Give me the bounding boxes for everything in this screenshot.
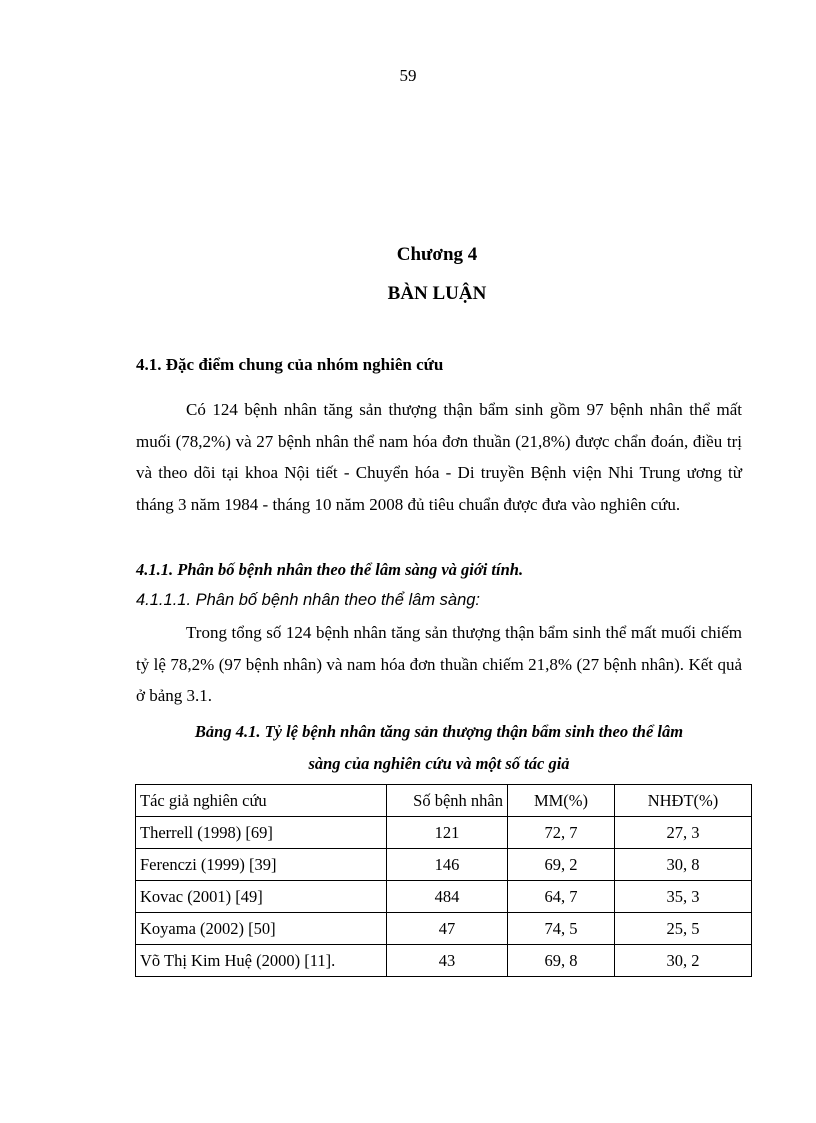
table-row bbox=[136, 913, 752, 945]
table-header-row bbox=[136, 785, 752, 817]
table-cell: 27, 3 bbox=[615, 817, 752, 849]
table-cell: 69, 8 bbox=[508, 945, 615, 977]
table-cell: 146 bbox=[387, 849, 508, 881]
table-cell: 25, 5 bbox=[615, 913, 752, 945]
table-row bbox=[136, 945, 752, 977]
table-header-cell: Tác giả nghiên cứu bbox=[136, 785, 387, 817]
body-paragraph: Trong tổng số 124 bệnh nhân tăng sản thượng thận bẩm sinh thể mất muối chiếm tỷ lệ 78,2% (97 bệnh nhân) và nam hóa đơn thuần chiếm 21,8% (27 bệnh nhân). Kết quả ở bảng 3.1. bbox=[136, 623, 742, 705]
table-cell: 121 bbox=[387, 817, 508, 849]
table-caption: sàng của nghiên cứu và một số tác giả bbox=[308, 754, 570, 773]
table-row bbox=[136, 881, 752, 913]
table-cell: 72, 7 bbox=[508, 817, 615, 849]
chapter-title: Chương 4 bbox=[396, 244, 478, 265]
table-header-cell: MM(%) bbox=[508, 785, 615, 817]
table-cell: Therrell (1998) [69] bbox=[136, 817, 387, 849]
table-cell: 30, 2 bbox=[615, 945, 752, 977]
table-cell: Võ Thị Kim Huệ (2000) [11]. bbox=[136, 945, 387, 977]
subsubsection-heading: 4.1.1.1. Phân bố bệnh nhân theo thể lâm sàng: bbox=[136, 591, 481, 609]
table-cell: Koyama (2002) [50] bbox=[136, 913, 387, 945]
table-row bbox=[136, 817, 752, 849]
section-heading: 4.1. Đặc điểm chung của nhóm nghiên cứu bbox=[136, 355, 444, 374]
chapter-subtitle: BÀN LUẬN bbox=[387, 283, 487, 304]
table-cell: Kovac (2001) [49] bbox=[136, 881, 387, 913]
page-number: 59 bbox=[399, 66, 417, 85]
table-cell: 35, 3 bbox=[615, 881, 752, 913]
table-cell: 30, 8 bbox=[615, 849, 752, 881]
table-cell: 47 bbox=[387, 913, 508, 945]
table-cell: 69, 2 bbox=[508, 849, 615, 881]
table-cell: Ferenczi (1999) [39] bbox=[136, 849, 387, 881]
results-table bbox=[135, 784, 752, 977]
table-header-cell: Số bệnh nhân bbox=[387, 785, 508, 817]
table-caption: Bảng 4.1. Tỷ lệ bệnh nhân tăng sản thượng thận bẩm sinh theo thể lâm bbox=[194, 722, 684, 741]
table-cell: 64, 7 bbox=[508, 881, 615, 913]
table-header-cell: NHĐT(%) bbox=[615, 785, 752, 817]
table-cell: 484 bbox=[387, 881, 508, 913]
table-row bbox=[136, 849, 752, 881]
body-paragraph: Có 124 bệnh nhân tăng sản thượng thận bẩm sinh gồm 97 bệnh nhân thể mất muối (78,2%) và 27 bệnh nhân thể nam hóa đơn thuần (21,8%) được chẩn đoán, điều trị và theo dõi tại khoa Nội tiết - Chuyển hóa - Di truyền Bệnh viện Nhi Trung ương từ tháng 3 năm 1984 - tháng 10 năm 2008 đủ tiêu chuẩn được đưa vào nghiên cứu. bbox=[136, 400, 742, 514]
table-cell: 43 bbox=[387, 945, 508, 977]
subsection-heading: 4.1.1. Phân bố bệnh nhân theo thể lâm sàng và giới tính. bbox=[136, 560, 524, 579]
table-cell: 74, 5 bbox=[508, 913, 615, 945]
